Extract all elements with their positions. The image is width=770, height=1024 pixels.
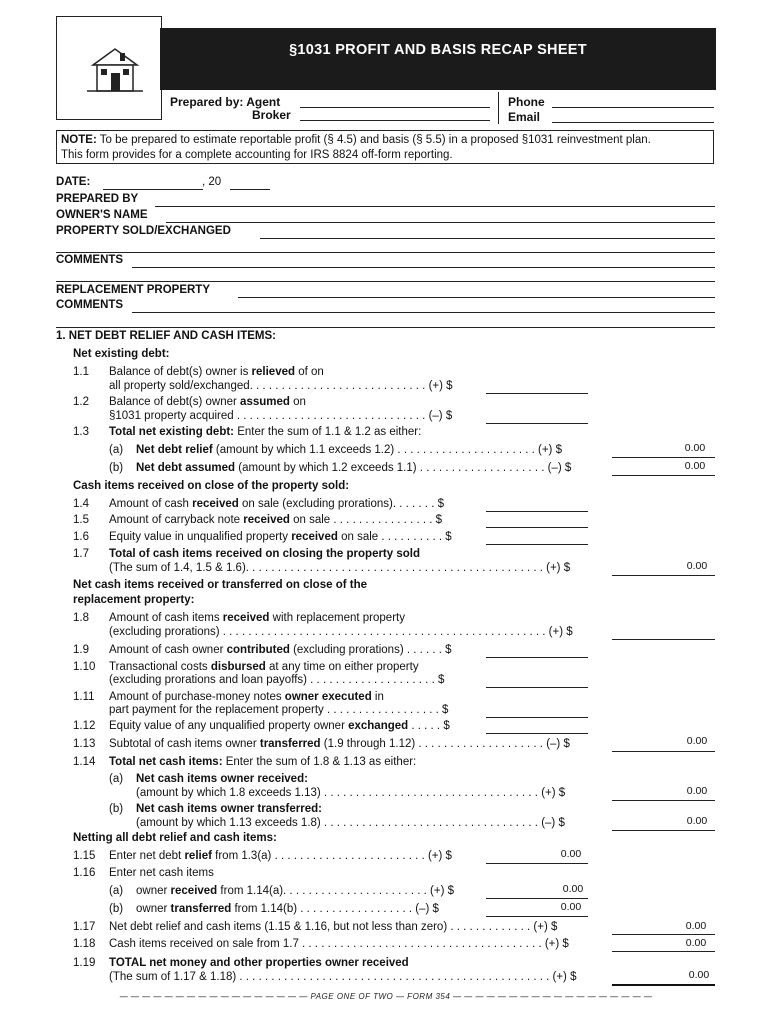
date-field[interactable] [103,189,203,190]
line-text: owner [136,885,171,897]
line-text: Net debt relief and cash items (1.15 & 1.16, but not less than zero) . . . . . . . . . . . . . (+) $ [109,921,558,933]
email-field[interactable] [552,122,714,123]
line-text: (excluding prorations) . . . . . . $ [289,644,452,656]
line-text: of on [295,366,324,378]
phone-label: Phone [508,95,545,109]
line-1-9-field[interactable] [486,657,588,658]
line-1-17-value: 0.00 [685,920,707,932]
comments-label: COMMENTS [56,254,124,266]
property-sold-label: PROPERTY SOLD/EXCHANGED [56,225,231,237]
line-text: received [192,498,239,510]
line-text: relieved [251,366,296,378]
line-num: 1.6 [73,531,89,543]
line-sub-letter: (b) [109,903,124,915]
line-text: received [291,531,338,543]
line-text: from 1.14(a). . . . . . . . . . . . . . . . . . . . . . . (+) $ [217,885,454,897]
line-text: on [289,396,306,408]
line-1-2-label-2: §1031 property acquired . . . . . . . . . . . . . . . . . . . . . . . . . . . . . . (–) $ [109,410,453,422]
line-text: Amount of purchase-money notes [109,691,285,703]
line-text: at any time on either property [265,661,419,673]
line-text: Net cash items owner received: [136,773,308,785]
line-1-11-field[interactable] [486,717,588,718]
line-text: owner executed [284,691,372,703]
line-text: Subtotal of cash items owner [109,738,260,750]
line-num: 1.12 [73,720,96,732]
line-text: Enter the sum of 1.8 & 1.13 as either: [222,756,417,768]
line-1-7-value: 0.00 [686,560,708,572]
line-text: on sale . . . . . . . . . . . . . . . . $ [289,514,443,526]
note-box [56,130,714,164]
net-cash-heading-2: replacement property: [73,594,195,606]
line-1-12-field[interactable] [486,733,588,734]
line-text: Equity value of any unqualified property owner [109,720,349,732]
line-1-14b-field[interactable] [612,830,715,831]
phone-field[interactable] [552,107,714,108]
line-text: on sale (excluding prorations). . . . . . . $ [238,498,444,510]
year-field[interactable] [230,189,270,190]
line-text: Total of cash items received on closing the property sold [109,548,420,560]
line-1-8-field[interactable] [612,639,715,640]
line-num: 1.8 [73,612,89,624]
house-logo [56,16,162,120]
line-text: (amount by which 1.13 exceeds 1.8) . . . . . . . . . . . . . . . . . . . . . . . . . . . . . . . . . . (–) $ [136,817,565,829]
line-sub-letter: (b) [109,462,124,474]
property-sold-field-2[interactable] [56,252,715,253]
broker-field[interactable] [300,120,490,121]
line-text: . . . . . $ [408,720,450,732]
line-text: Net debt relief [136,444,213,456]
line-1-3a-value: 0.00 [684,442,706,454]
title-underline [330,94,764,95]
line-text: Total net existing debt: [109,426,235,438]
line-1-1-field[interactable] [486,393,588,394]
note-text-1: To be prepared to estimate reportable profit (§ 4.5) and basis (§ 5.5) in a proposed §1031 reinvestment plan. [99,134,651,146]
line-text: on sale . . . . . . . . . . $ [337,531,452,543]
line-text: disbursed [210,661,266,673]
note-label: NOTE: [61,134,97,146]
line-text: in [371,691,384,703]
note-text-2: This form provides for a complete accounting for IRS 8824 off-form reporting. [61,149,453,161]
line-text: from 1.14(b) . . . . . . . . . . . . . . . . . . (–) $ [231,903,439,915]
line-text: relief [184,850,212,862]
line-1-14a-value: 0.00 [686,785,708,797]
line-1-14b-value: 0.00 [686,815,708,827]
agent-field[interactable] [300,107,490,108]
line-text: Transactional costs [109,661,211,673]
cash-items-heading: Cash items received on close of the property sold: [73,480,350,492]
line-text: with replacement property [269,612,405,624]
email-label: Email [508,110,541,124]
net-cash-heading-1: Net cash items received or transferred on close of the [73,579,367,591]
line-text: Equity value in unqualified property [109,531,292,543]
line-num: 1.19 [73,957,96,969]
line-num: 1.4 [73,498,89,510]
section-1-heading: 1. NET DEBT RELIEF AND CASH ITEMS: [56,330,276,342]
line-1-19-value: 0.00 [688,969,710,981]
line-text: Net debt assumed [136,462,236,474]
page-title: §1031 PROFIT AND BASIS RECAP SHEET [289,42,587,58]
property-sold-field[interactable] [260,238,715,239]
line-text: exchanged [348,720,409,732]
prepared-by-field[interactable] [155,206,715,207]
broker-label: Broker [252,108,291,122]
line-1-15-value: 0.00 [560,848,582,860]
house-icon [57,17,161,119]
line-1-6-field[interactable] [486,544,588,545]
line-1-16a-value: 0.00 [562,883,584,895]
line-1-16b-field[interactable] [486,916,588,917]
line-text: (1.9 through 1.12) . . . . . . . . . . . . . . . . . . . . (–) $ [320,738,570,750]
line-1-7-field[interactable] [612,575,715,576]
line-1-18-value: 0.00 [685,937,707,949]
line-1-15-field[interactable] [486,863,588,864]
date-label: DATE: [56,176,91,188]
line-text: Balance of debt(s) owner [109,396,241,408]
owners-name-field[interactable] [166,222,715,223]
comments-field[interactable] [132,267,715,268]
line-text: received [222,612,270,624]
line-1-1-label-2: all property sold/exchanged. . . . . . . . . . . . . . . . . . . . . . . . . . . . (+) $ [109,380,453,392]
line-num: 1.18 [73,938,96,950]
line-num: 1.14 [73,756,96,768]
line-text: TOTAL net money and other properties owner received [109,957,409,969]
date-year-label: , 20 [202,176,222,188]
line-num: 1.15 [73,850,96,862]
netting-heading: Netting all debt relief and cash items: [73,832,277,844]
line-text: contributed [226,644,290,656]
line-num: 1.7 [73,548,89,560]
line-text: assumed [240,396,290,408]
line-sub-letter: (b) [109,803,124,815]
line-1-3b-value: 0.00 [684,460,706,472]
line-sub-letter: (a) [109,885,124,897]
line-1-10-field[interactable] [486,687,588,688]
line-text: Total net cash items: [109,756,223,768]
line-text: (The sum of 1.17 & 1.18) . . . . . . . . . . . . . . . . . . . . . . . . . . . . . . . . . . . . . . . . . . . . . . . . . (+) $ [109,971,577,983]
line-1-5-field[interactable] [486,527,588,528]
line-text: received [170,885,218,897]
line-num: 1.2 [73,396,89,408]
line-num: 1.10 [73,661,96,673]
line-text: transferred [259,738,321,750]
line-text: Amount of cash items [109,612,223,624]
comments-2-field[interactable] [132,312,715,313]
prepared-by-label: PREPARED BY [56,193,139,205]
header-divider [498,92,499,124]
line-1-16a-field[interactable] [486,898,588,899]
line-text: from 1.3(a) . . . . . . . . . . . . . . . . . . . . . . . . (+) $ [211,850,452,862]
line-num: 1.5 [73,514,89,526]
line-text: (excluding prorations and loan payoffs) . . . . . . . . . . . . . . . . . . . . $ [109,674,445,686]
line-1-13-value: 0.00 [686,735,708,747]
line-1-14a-field[interactable] [612,800,715,801]
line-1-3a-field[interactable] [612,457,715,458]
line-1-18-field[interactable] [612,951,715,952]
line-text: (The sum of 1.4, 1.5 & 1.6). . . . . . . . . . . . . . . . . . . . . . . . . . . . . . . . . . . . . . . . . . . . . . . (+) $ [109,562,571,574]
line-text: Amount of carryback note [109,514,244,526]
line-text: Net cash items owner transferred: [136,803,322,815]
line-sub-letter: (a) [109,444,124,456]
line-1-17-field[interactable] [612,934,715,935]
line-text: received [243,514,290,526]
line-text: Enter net debt [109,850,185,862]
line-text: part payment for the replacement property . . . . . . . . . . . . . . . . . . $ [109,704,449,716]
line-text: Amount of cash owner [109,644,227,656]
owners-name-label: OWNER'S NAME [56,209,148,221]
line-1-4-field[interactable] [486,511,588,512]
page-footer: — — — — — — — — — — — — — — — — — PAGE ONE OF TWO — FORM 354 — — — — — — — — — — — — — — — — — — [119,992,653,1001]
line-text: Enter net cash items [109,867,214,879]
line-num: 1.13 [73,738,96,750]
comments-field-2[interactable] [56,281,715,282]
comments-2-field-2[interactable] [56,327,715,328]
line-1-19-field[interactable] [612,984,715,986]
net-existing-debt-heading: Net existing debt: [73,348,170,360]
comments-2-label: COMMENTS [56,299,124,311]
line-num: 1.9 [73,644,89,656]
title-bar [160,28,716,90]
line-num: 1.17 [73,921,96,933]
line-text: (amount by which 1.2 exceeds 1.1) . . . . . . . . . . . . . . . . . . . . (–) $ [235,462,572,474]
line-text: Cash items received on sale from 1.7 . . . . . . . . . . . . . . . . . . . . . . . . . . . . . . . . . . . . . . (+) $ [109,938,569,950]
line-text: Balance of debt(s) owner is [109,366,252,378]
line-1-16b-value: 0.00 [560,901,582,913]
line-1-13-field[interactable] [612,751,715,752]
line-num: 1.11 [73,691,95,703]
line-1-1-label [109,366,324,378]
line-text: transferred [170,903,232,915]
line-1-2-field[interactable] [486,423,588,424]
line-text: Amount of cash [109,498,193,510]
line-text: (amount by which 1.8 exceeds 1.13) . . . . . . . . . . . . . . . . . . . . . . . . . . . . . . . . . . (+) $ [136,787,566,799]
replacement-property-field[interactable] [238,297,715,298]
line-num: 1.1 [73,366,89,378]
line-text: (amount by which 1.1 exceeds 1.2) . . . . . . . . . . . . . . . . . . . . . . (+) $ [212,444,562,456]
line-num: 1.3 [73,426,89,438]
line-1-3b-field[interactable] [612,475,715,476]
line-sub-letter: (a) [109,773,124,785]
line-num: 1.16 [73,867,96,879]
line-text: Enter the sum of 1.1 & 1.2 as either: [234,426,422,438]
replacement-property-label: REPLACEMENT PROPERTY [56,284,210,296]
line-text: (excluding prorations) . . . . . . . . . . . . . . . . . . . . . . . . . . . . . . . . . . . . . . . . . . . . . . . . . . . (+) $ [109,626,573,638]
prepared-by-agent-label: Prepared by: Agent [170,95,281,109]
line-text: owner [136,903,171,915]
